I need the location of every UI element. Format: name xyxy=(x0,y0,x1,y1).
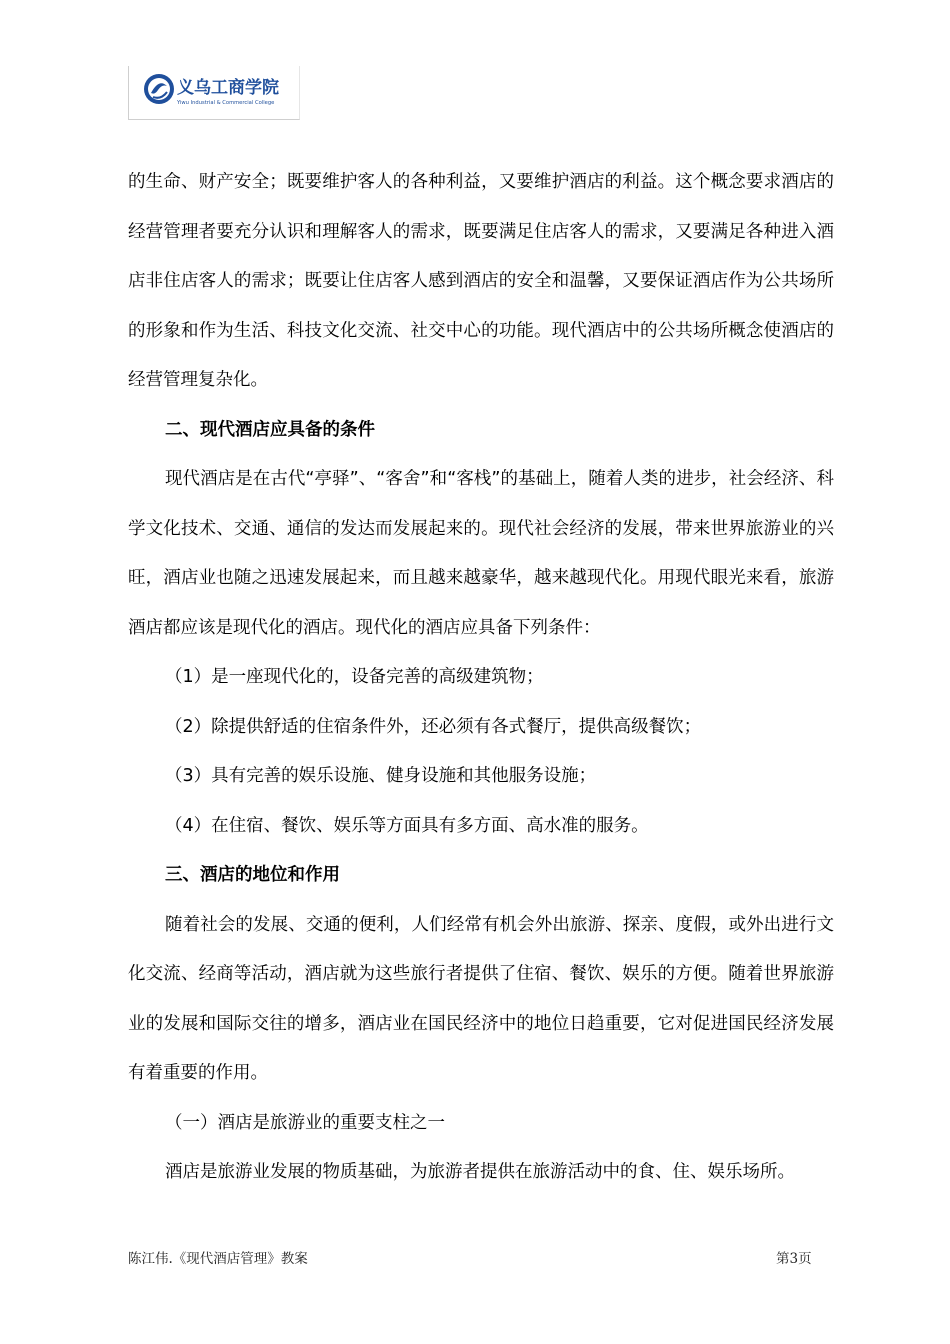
section-heading-2: 二、现代酒店应具备的条件 xyxy=(165,419,375,440)
list-item-2: （2）除提供舒适的住宿条件外，还必须有各式餐厅，提供高级餐饮； xyxy=(165,716,702,737)
footer-page-number: 第3页 xyxy=(776,1251,812,1267)
list-item-3: （3）具有完善的娱乐设施、健身设施和其他服务设施； xyxy=(165,766,597,786)
list-item-4: （4）在住宿、餐饮、娱乐等方面具有多方面、高水准的服务。 xyxy=(165,815,649,836)
paragraph-conditions-intro: 现代酒店是在古代“亭驿”、“客舍”和“客栈”的基础上，随着人类的进步，社会经济、科学文化技术、交通、通信的发达而发展起来的。现代社会经济的发展，带来世界旅游业的兴旺，酒店业也随之迅速发展起来，而且越来越豪华，越来越现代化。用现代眼光来看，旅游酒店都应该是现代化的酒店。现代化的酒店应具备下列条件： xyxy=(128,469,834,638)
subsection-heading-1: （一）酒店是旅游业的重要支柱之一 xyxy=(165,1112,445,1133)
footer-author-course: 陈江伟.《现代酒店管理》教案 xyxy=(128,1251,308,1267)
logo-chinese-name: 义乌工商学院 xyxy=(177,78,279,98)
paragraph-pillar: 酒店是旅游业发展的物质基础，为旅游者提供在旅游活动中的食、住、娱乐场所。 xyxy=(165,1162,795,1182)
section-heading-3: 三、酒店的地位和作用 xyxy=(165,865,340,885)
document-body xyxy=(128,158,834,1198)
college-logo-icon xyxy=(129,66,301,120)
logo-english-name: Yiwu Industrial & Commercial College xyxy=(177,100,275,106)
paragraph-role: 随着社会的发展、交通的便利，人们经常有机会外出旅游、探亲、度假，或外出进行文化交流、经商等活动，酒店就为这些旅行者提供了住宿、餐饮、娱乐的方便。随着世界旅游业的发展和国际交往的增多，酒店业在国民经济中的地位日趋重要，它对促进国民经济发展有着重要的作用。 xyxy=(128,914,834,1083)
paragraph-continuation: 的生命、财产安全；既要维护客人的各种利益，又要维护酒店的利益。这个概念要求酒店的经营管理者要充分认识和理解客人的需求，既要满足住店客人的需求，又要满足各种进入酒店非住店客人的需求；既要让住店客人感到酒店的安全和温馨，又要保证酒店作为公共场所的形象和作为生活、科技文化交流、社交中心的功能。现代酒店中的公共场所概念使酒店的经营管理复杂化。 xyxy=(128,172,834,390)
list-item-1: （1）是一座现代化的，设备完善的高级建筑物； xyxy=(165,667,544,687)
college-logo-box xyxy=(128,66,300,120)
